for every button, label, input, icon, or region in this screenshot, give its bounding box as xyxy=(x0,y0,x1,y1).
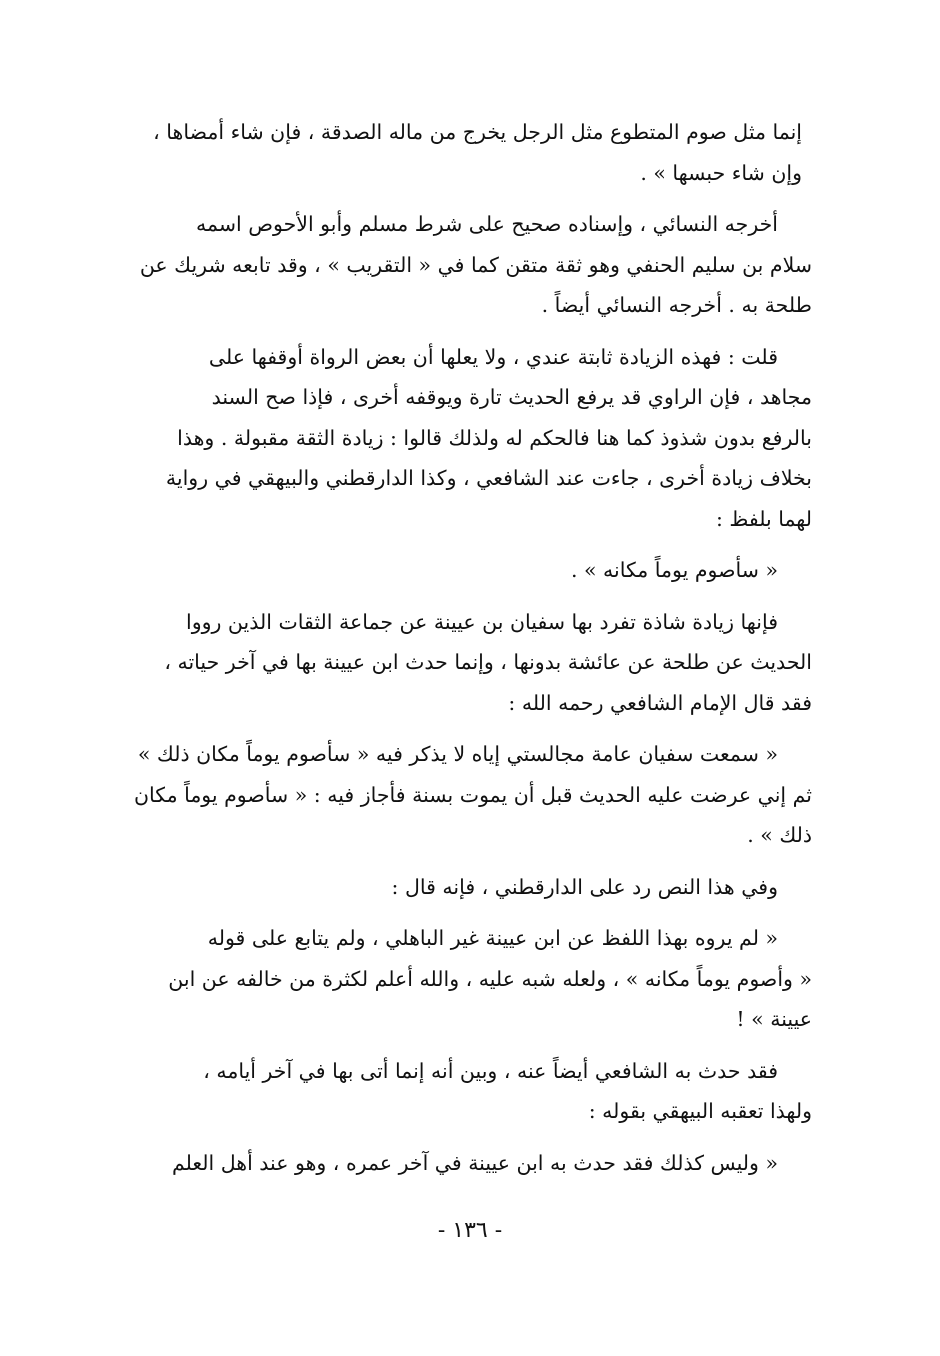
text-line: بخلاف زيادة أخرى ، جاءت عند الشافعي ، وكذا الدارقطني والبيهقي في رواية xyxy=(165,466,812,490)
text-line: قلت : فهذه الزيادة ثابتة عندي ، ولا يعلها أن بعض الرواة أوقفها على xyxy=(208,344,778,369)
text-line: وفي هذا النص رد على الدارقطني ، فإنه قال : xyxy=(391,874,778,899)
paragraph xyxy=(118,204,812,326)
paragraph xyxy=(118,337,812,540)
text-line: إنما مثل صوم المتطوع مثل الرجل يخرج من ماله الصدقة ، فإن شاء أمضاها ، xyxy=(153,120,802,144)
text-line: ثم إني عرضت عليه الحديث قبل أن يموت بسنة فأجاز فيه : « سأصوم يوماً مكان xyxy=(133,782,812,807)
paragraph xyxy=(118,867,812,908)
text-line: عيينة » ! xyxy=(736,1007,812,1031)
text-line: أخرجه النسائي ، وإسناده صحيح على شرط مسلم وأبو الأحوص اسمه xyxy=(196,212,778,236)
text-line: فقد قال الإمام الشافعي رحمه الله : xyxy=(508,690,812,715)
quote-paragraph xyxy=(118,550,812,591)
text-line: وإن شاء حبسها » . xyxy=(640,160,802,185)
text-line: « وأصوم يوماً مكانه » ، ولعله شبه عليه ، والله أعلم لكثرة من خالفه عن ابن xyxy=(168,966,812,991)
page-number: - ١٣٦ - xyxy=(437,1218,503,1243)
text-line: طلحة به . أخرجه النسائي أيضاً . xyxy=(541,293,812,317)
text-line: بالرفع بدون شذوذ كما هنا فالحكم له ولذلك قالوا : زيادة الثقة مقبولة . وهذا xyxy=(177,425,812,450)
body-text xyxy=(118,112,812,1194)
quote-paragraph xyxy=(118,1143,812,1184)
text-line: فقد حدث به الشافعي أيضاً عنه ، وبين أنه إنما أتى بها في آخر أيامه ، xyxy=(203,1058,778,1083)
paragraph xyxy=(118,602,812,724)
text-line: فإنها زيادة شاذة تفرد بها سفيان بن عيينة عن جماعة الثقات الذين رووا xyxy=(186,609,778,634)
text-line: سلام بن سليم الحنفي وهو ثقة متقن كما في « التقريب » ، وقد تابعه شريك عن xyxy=(139,252,812,277)
quote-paragraph xyxy=(118,918,812,1040)
text-line: الحديث عن طلحة عن عائشة بدونها ، وإنما حدث ابن عيينة بها في آخر حياته ، xyxy=(164,650,812,674)
text-line: « سأصوم يوماً مكانه » . xyxy=(570,558,778,582)
text-line: « وليس كذلك فقد حدث به ابن عيينة في آخر عمره ، وهو عند أهل العلم xyxy=(171,1150,778,1175)
text-line: « لم يروه بهذا اللفظ عن ابن عيينة غير الباهلي ، ولم يتابع على قوله xyxy=(207,926,778,950)
paragraph xyxy=(118,112,812,193)
paragraph xyxy=(118,1051,812,1132)
text-line: ولهذا تعقبه البيهقي بقوله : xyxy=(588,1099,812,1123)
quote-paragraph xyxy=(118,734,812,856)
text-line: « سمعت سفيان عامة مجالستي إياه لا يذكر فيه « سأصوم يوماً مكان ذلك » xyxy=(137,742,778,766)
text-line: ذلك » . xyxy=(747,823,812,847)
text-line: لهما بلفظ : xyxy=(715,506,812,531)
text-line: مجاهد ، فإن الراوي قد يرفع الحديث تارة ويوقفه أخرى ، فإذا صح السند xyxy=(211,385,812,409)
